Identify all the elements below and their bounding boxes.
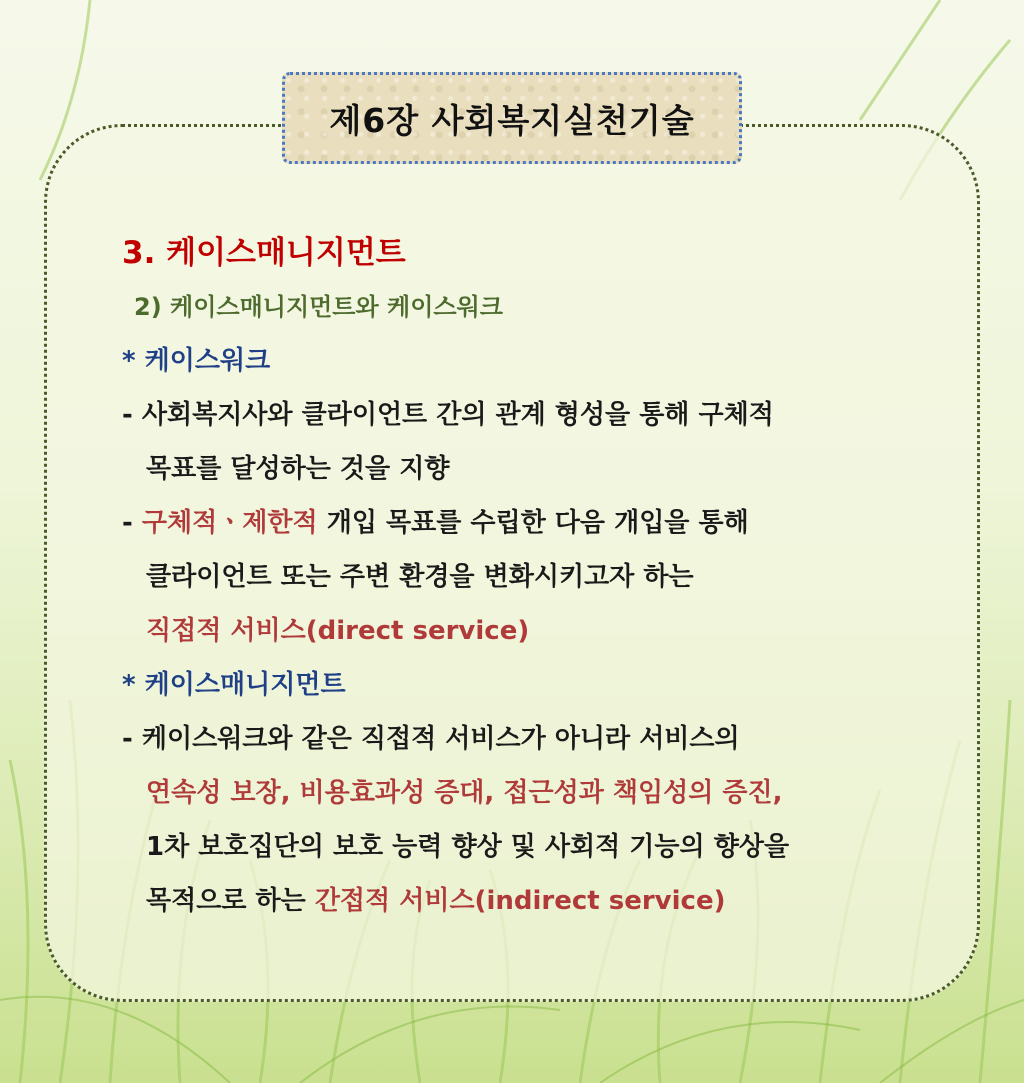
cm-item1-line4 [122, 874, 922, 928]
section-heading: 3. 케이스매니지먼트 [122, 235, 406, 271]
casework-heading: * 케이스워크 [122, 346, 271, 376]
content-body [122, 226, 922, 928]
casework-item1-line2: 목표를 달성하는 것을 지향 [146, 454, 450, 484]
casework-item2-line2: 클라이언트 또는 주변 환경을 변화시키고자 하는 [146, 562, 694, 592]
highlight-indirect-service: 간접적 서비스(indirect service) [314, 886, 726, 916]
highlight-specific-limited: 구체적ㆍ제한적 [141, 508, 318, 538]
casework-item2-line1 [122, 496, 922, 550]
casework-item2-rest: 개입 목표를 수립한 다음 개입을 통해 [317, 508, 749, 538]
subsection-heading: 2) 케이스매니지먼트와 케이스워크 [134, 293, 503, 321]
cm-item1-line4-prefix: 목적으로 하는 [146, 886, 315, 916]
casework-item2-line3: 직접적 서비스(direct service) [146, 616, 530, 646]
cm-item1-line3: 1차 보호집단의 보호 능력 향상 및 사회적 기능의 향상을 [146, 832, 790, 862]
case-management-heading: * 케이스매니지먼트 [122, 670, 346, 700]
cm-item1-line1: - 케이스워크와 같은 직접적 서비스가 아니라 서비스의 [122, 724, 740, 754]
page-title: 제6장 사회복지실천기술 [329, 100, 695, 140]
casework-item1-line1: - 사회복지사와 클라이언트 간의 관계 형성을 통해 구체적 [122, 400, 774, 430]
cm-item1-line2: 연속성 보장, 비용효과성 증대, 접근성과 책임성의 증진, [146, 778, 783, 808]
title-box [282, 72, 742, 164]
bullet-dash: - [122, 508, 142, 538]
